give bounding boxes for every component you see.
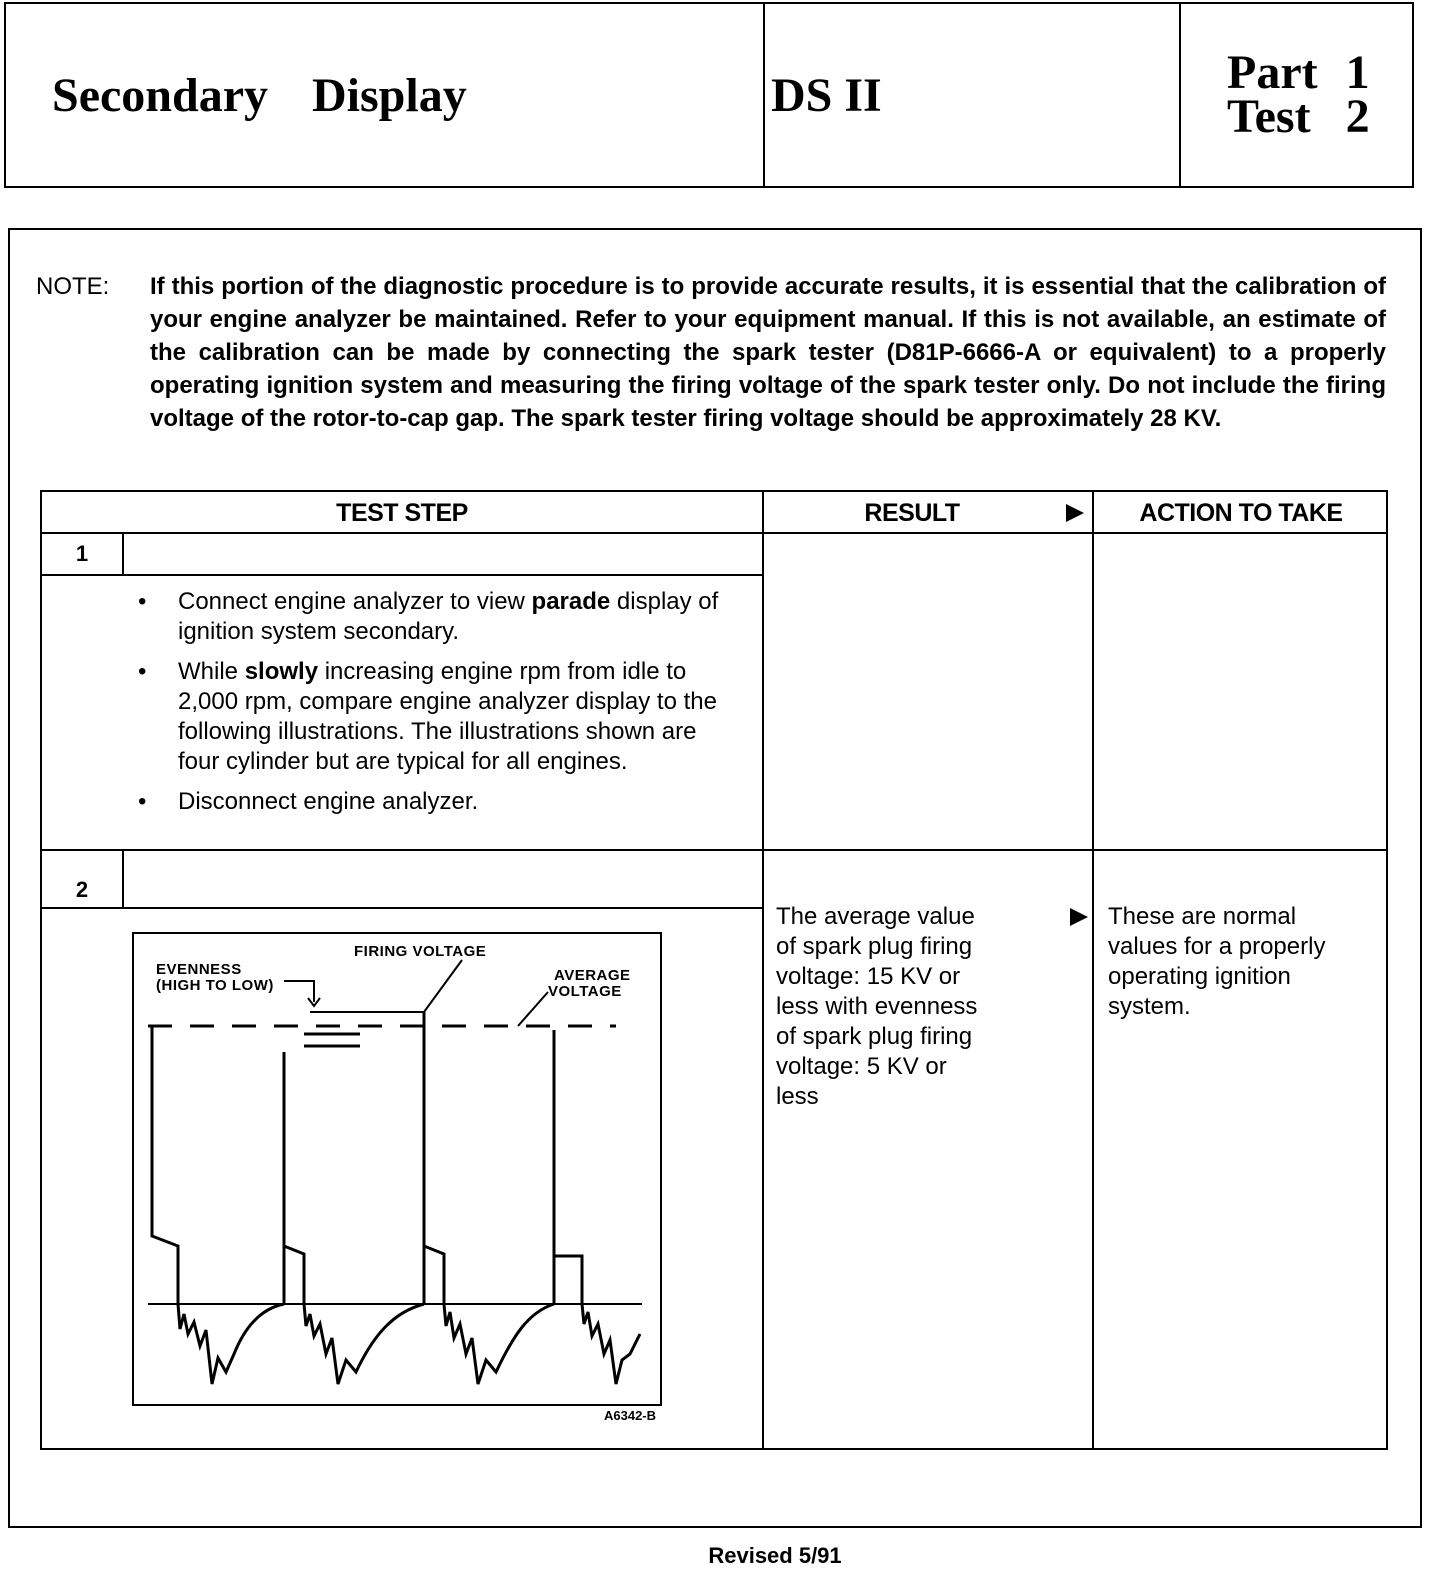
page-title-word1: Secondary xyxy=(52,68,268,122)
cylinder-4-trace xyxy=(554,1030,640,1384)
header-part-cell xyxy=(1181,4,1412,186)
cylinder-2-trace xyxy=(284,1052,424,1384)
step2-number: 2 xyxy=(75,877,89,902)
figure-id: A6342-B xyxy=(604,1408,657,1423)
step1-number-rule xyxy=(42,574,762,576)
step1-bullet xyxy=(122,787,742,817)
label-evenness-line1: EVENNESS xyxy=(156,961,242,978)
firing-voltage-leader xyxy=(424,960,462,1012)
note-label: NOTE: xyxy=(36,273,110,300)
procedure-frame xyxy=(8,228,1422,1528)
step2-action-text: These are normal values for a properly operating ignition system. xyxy=(1108,903,1326,1020)
note-block xyxy=(36,270,1386,435)
label-average-line1: AVERAGE xyxy=(554,967,631,984)
note-text: If this portion of the diagnostic procedure is to provide accurate results, it is essential that the calibration of your engine analyzer be maintained. Refer to your equipment manual. If this is not available, an estimate of the calibration can be made by connecting the spark tester (D81P-6666-A or equivalent) to a properly operating ignition system and measuring the firing voltage of the spark tester only. Do not include the firing voltage of the rotor-to-cap gap. The spark tester firing voltage should be approximately 28 KV. xyxy=(150,273,1386,432)
step2-number-rule xyxy=(42,907,762,909)
step-divider-rule xyxy=(42,849,1386,851)
label-evenness-line2: (HIGH TO LOW) xyxy=(156,977,274,994)
header-action-to-take: ACTION TO TAKE xyxy=(1139,498,1343,527)
step1-bullet3-text: Disconnect engine analyzer. xyxy=(178,788,479,815)
column-divider xyxy=(1092,492,1094,1448)
label-average-line2: VOLTAGE xyxy=(548,983,622,1000)
step1-bullet-list xyxy=(122,587,742,827)
header-code-cell xyxy=(765,4,1181,186)
section-code: DS II xyxy=(771,68,882,122)
step1-bullet1-bold: parade xyxy=(531,588,611,615)
step1-bullet1-text-end: display of ignition system secondary. xyxy=(178,588,719,645)
step1-bullet2-text: While xyxy=(178,658,245,685)
test-step-table xyxy=(40,490,1388,1450)
part-number: 1 xyxy=(1345,46,1370,99)
step1-bullet xyxy=(122,587,742,647)
header-test-step: TEST STEP xyxy=(336,498,468,527)
column-divider xyxy=(762,492,764,1448)
cylinder-1-trace xyxy=(152,1026,284,1384)
average-voltage-leader xyxy=(518,992,548,1026)
step1-bullet1-text: Connect engine analyzer to view xyxy=(178,588,532,615)
parade-display-illustration xyxy=(132,932,662,1406)
step2-result-text: The average value of spark plug firing voltage: 15 KV or less with evenness of spark plug firing voltage: 5 KV or less xyxy=(776,903,978,1110)
page-title-word2: Display xyxy=(312,68,467,122)
step2-number-box xyxy=(122,849,124,909)
test-number: 2 xyxy=(1345,90,1370,143)
page-header xyxy=(4,2,1414,188)
part-label: Part xyxy=(1227,46,1318,99)
result-arrow-icon xyxy=(1066,504,1084,522)
test-label: Test xyxy=(1227,90,1311,143)
parade-waveform xyxy=(134,934,660,1404)
step1-number-box xyxy=(122,532,124,576)
part-test-block xyxy=(1227,46,1370,143)
label-firing-voltage: FIRING VOLTAGE xyxy=(354,943,487,960)
header-result: RESULT xyxy=(864,498,960,527)
step1-bullet2-text-end: increasing engine rpm from idle to 2,000 rpm, compare engine analyzer display to the following illustrations. The illustrations shown are four cylinder but are typical for all engines. xyxy=(178,658,717,775)
revision-footer: Revised 5/91 xyxy=(708,1543,842,1568)
header-title-cell xyxy=(6,4,765,186)
step1-bullet xyxy=(122,657,742,777)
cylinder-3-trace xyxy=(424,1012,554,1384)
step2-arrow-icon xyxy=(1070,908,1088,926)
step1-bullet2-bold: slowly xyxy=(244,658,319,685)
step1-number: 1 xyxy=(75,541,89,566)
